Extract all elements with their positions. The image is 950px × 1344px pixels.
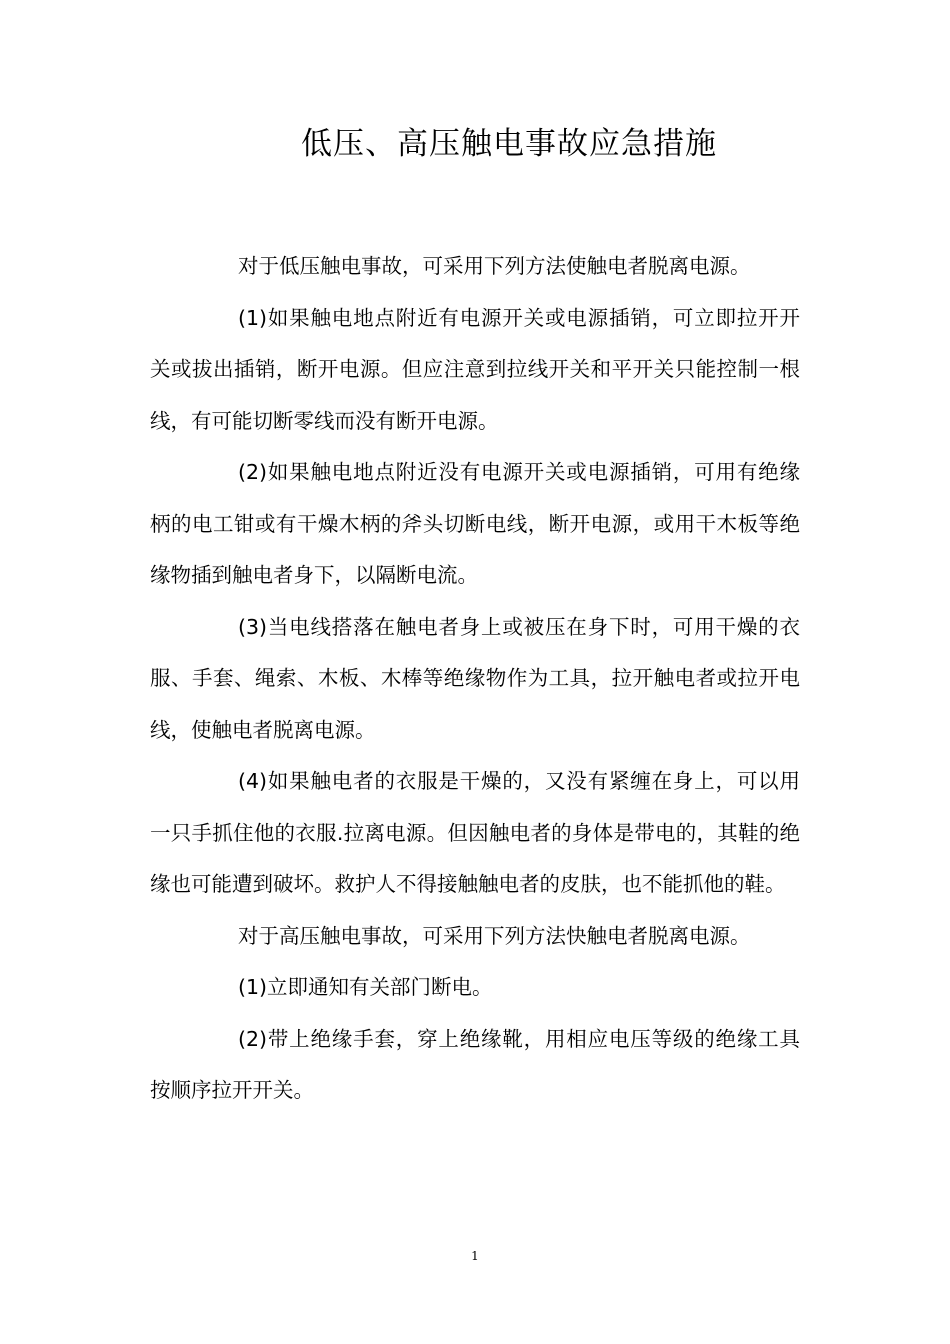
paragraph-low-voltage-step-1: (1)如果触电地点附近有电源开关或电源插销，可立即拉开开关或拔出插销，断开电源。但应注意到拉线开关和平开关只能控制一根线，有可能切断零线而没有断开电源。 [150,305,800,433]
paragraph-low-voltage-step-2: (2)如果触电地点附近没有电源开关或电源插销，可用有绝缘柄的电工钳或有干燥木柄的斧头切断电线，断开电源，或用干木板等绝缘物插到触电者身下，以隔断电流。 [150,460,800,587]
document-body [150,241,800,1117]
page-number: 1 [471,1249,479,1263]
paragraph-high-voltage-step-2: (2)带上绝缘手套，穿上绝缘靴，用相应电压等级的绝缘工具按顺序拉开开关。 [150,1026,800,1102]
paragraph-high-voltage-intro: 对于高压触电事故，可采用下列方法快触电者脱离电源。 [238,923,751,948]
paragraph-high-voltage-step-1: (1)立即通知有关部门断电。 [238,975,493,999]
paragraph-low-voltage-step-3: (3)当电线搭落在触电者身上或被压在身下时，可用干燥的衣服、手套、绳索、木板、木棒等绝缘物作为工具，拉开触电者或拉开电线，使触电者脱离电源。 [150,614,800,742]
paragraph-low-voltage-intro: 对于低压触电事故，可采用下列方法使触电者脱离电源。 [238,254,751,278]
paragraph-low-voltage-step-4: (4)如果触电者的衣服是干燥的，又没有紧缠在身上，可以用一只手抓住他的衣服.拉离电源。但因触电者的身体是带电的，其鞋的绝缘也可能遭到破坏。救护人不得接触触电者的皮肤，也不能抓他的鞋。 [150,769,800,896]
document-title: 低压、高压触电事故应急措施 [301,126,717,162]
